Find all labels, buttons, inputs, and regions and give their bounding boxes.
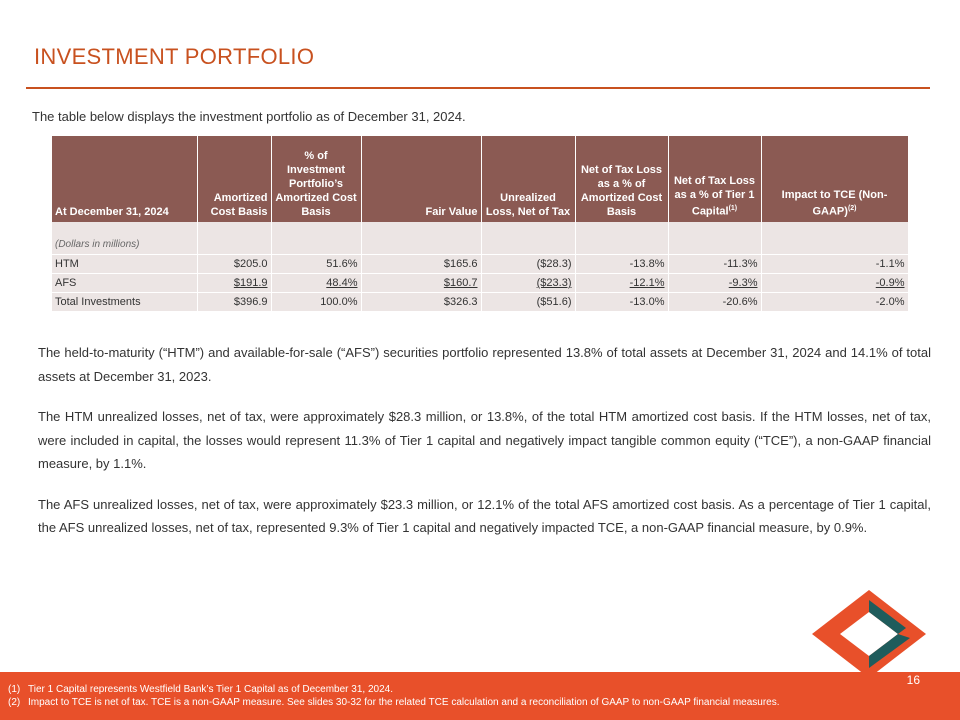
row-label: Total Investments [52,293,197,312]
body-text [38,341,931,557]
footer-bar [0,672,960,720]
cell-pct-tier1: -9.3% [668,274,761,293]
cell-unrealized-loss: ($28.3) [481,255,575,274]
cell-pct-amortized: -12.1% [575,274,668,293]
page-number: 16 [906,673,920,687]
investment-portfolio-table [52,136,909,311]
footnote-2: (2) Impact to TCE is net of tax. TCE is a non-GAAP measure. See slides 30-32 for the related TCE calculation and a reconciliation of GAAP to non-GAAP financial measures. [8,697,780,708]
cell-fair-value: $165.6 [361,255,481,274]
header-cell: Amortized Cost Basis [197,136,271,222]
table-header-row [52,136,908,222]
row-label: HTM [52,255,197,274]
row-label: AFS [52,274,197,293]
cell-pct-tier1: -20.6% [668,293,761,312]
title-divider [26,87,930,89]
cell-pct-amortized: -13.0% [575,293,668,312]
cell-unrealized-loss: ($51.6) [481,293,575,312]
cell-amortized-cost: $191.9 [197,274,271,293]
cell-amortized-cost: $205.0 [197,255,271,274]
header-cell: Unrealized Loss, Net of Tax [481,136,575,222]
cell-fair-value: $326.3 [361,293,481,312]
cell-pct-portfolio: 48.4% [271,274,361,293]
cell-pct-tier1: -11.3% [668,255,761,274]
page-title: INVESTMENT PORTFOLIO [34,44,315,69]
cell-fair-value: $160.7 [361,274,481,293]
units-row [52,222,908,255]
header-cell: At December 31, 2024 [52,136,197,222]
cell-tce-impact: -0.9% [761,274,908,293]
header-cell: % of Investment Portfolio’s Amortized Cost Basis [271,136,361,222]
cell-pct-portfolio: 51.6% [271,255,361,274]
paragraph: The HTM unrealized losses, net of tax, were approximately $28.3 million, or 13.8%, of the total HTM amortized cost basis. If the HTM losses, net of tax, were included in capital, the losses would represent 11.3% of Tier 1 capital and negatively impact tangible common equity (“TCE”), a non-GAAP financial measure, by 1.1%. [38,409,931,471]
paragraph: The AFS unrealized losses, net of tax, were approximately $23.3 million, or 12.1% of the total AFS amortized cost basis. As a percentage of Tier 1 capital, the AFS unrealized losses, net of tax, represented 9.3% of Tier 1 capital and negatively impacted TCE, a non-GAAP financial measure, by 0.9%. [38,496,931,535]
footnote-1: (1) Tier 1 Capital represents Westfield Bank’s Tier 1 Capital as of December 31, 2024. [8,684,393,695]
cell-tce-impact: -1.1% [761,255,908,274]
cell-amortized-cost: $396.9 [197,293,271,312]
paragraph: The held-to-maturity (“HTM”) and available-for-sale (“AFS”) securities portfolio represented 13.8% of total assets at December 31, 2024 and 14.1% of total assets at December 31, 2023. [38,345,931,384]
table-row [52,255,908,274]
cell-tce-impact: -2.0% [761,293,908,312]
diamond-logo-icon [806,586,932,678]
table-row [52,274,908,293]
cell-pct-portfolio: 100.0% [271,293,361,312]
header-cell: Fair Value [361,136,481,222]
cell-pct-amortized: -13.8% [575,255,668,274]
header-cell: Impact to TCE (Non-GAAP)$^{(2)}$ [761,136,908,222]
intro-text: The table below displays the investment portfolio as of December 31, 2024. [32,109,466,124]
header-cell: Net of Tax Loss as a % of Amortized Cost Basis [575,136,668,222]
cell-unrealized-loss: ($23.3) [481,274,575,293]
header-cell: Net of Tax Loss as a % of Tier 1 Capital$^{(1)}$ [668,136,761,222]
table-row-total [52,293,908,312]
units-label: (Dollars in millions) [52,222,197,255]
